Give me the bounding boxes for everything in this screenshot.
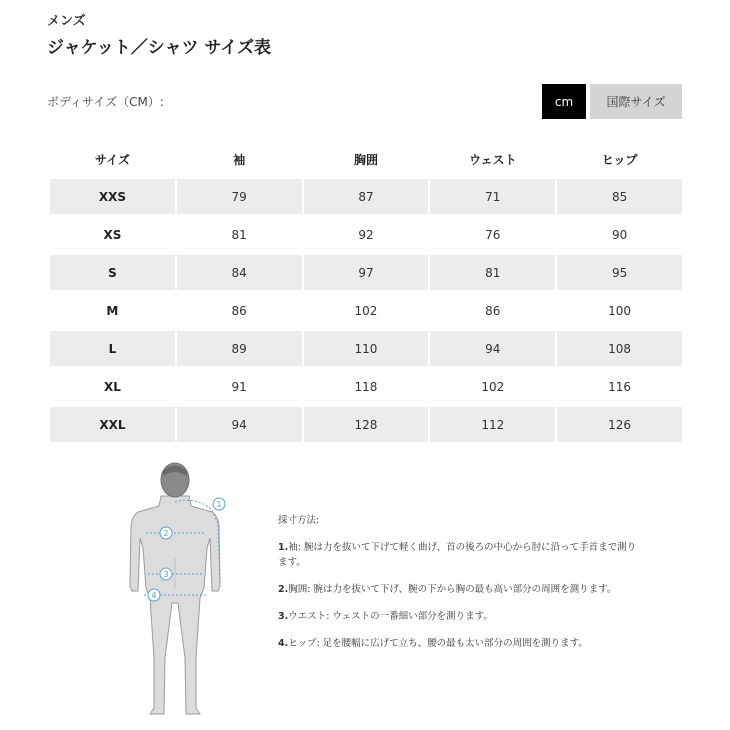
header-waist: ウェスト — [469, 152, 517, 167]
unit-label: ボディサイズ（CM）: — [47, 95, 164, 109]
table-row — [50, 179, 682, 214]
waist-cell: 76 — [485, 227, 501, 242]
hip-cell: 126 — [557, 407, 682, 442]
waist-cell: 81 — [430, 255, 555, 290]
hip-cell: 90 — [611, 227, 628, 242]
hip-cell: 85 — [557, 179, 682, 214]
instruction-number: 4. — [278, 638, 289, 649]
header-hip: ヒップ — [601, 152, 638, 167]
instruction-hip — [278, 636, 638, 651]
chest-cell: 110 — [304, 331, 429, 366]
header-chest: 胸囲 — [353, 152, 378, 167]
instruction-sleeve — [278, 540, 638, 570]
instruction-number: 3. — [278, 611, 289, 622]
instruction-chest — [278, 582, 638, 597]
sleeve-cell: 79 — [177, 179, 302, 214]
chest-cell: 102 — [354, 303, 378, 318]
size-cell: L — [50, 331, 175, 366]
chest-cell: 97 — [304, 255, 429, 290]
page-title: ジャケット／シャツ サイズ表 — [47, 38, 272, 58]
header-sleeve: 袖 — [233, 152, 246, 167]
instruction-text: ヒップ: 足を腰幅に広げて立ち、腰の最も太い部分の周囲を測ります。 — [288, 638, 588, 649]
chest-cell: 87 — [304, 179, 429, 214]
hip-cell: 108 — [557, 331, 682, 366]
hip-cell: 116 — [608, 379, 632, 394]
marker-2-label: 2 — [163, 529, 169, 538]
cm-unit-button[interactable]: cm — [542, 84, 586, 119]
size-cell: S — [50, 255, 175, 290]
international-size-button[interactable]: 国際サイズ — [590, 84, 682, 119]
size-table — [48, 139, 684, 445]
hip-cell: 95 — [557, 255, 682, 290]
table-row — [50, 217, 682, 252]
chest-cell: 128 — [304, 407, 429, 442]
instruction-waist — [278, 609, 638, 624]
category-label: メンズ — [47, 14, 86, 29]
instruction-text: ウエスト: ウェストの一番細い部分を測ります。 — [288, 611, 493, 622]
marker-3-label: 3 — [163, 570, 169, 579]
table-row — [50, 407, 682, 442]
table-row — [50, 255, 682, 290]
instruction-text: 袖: 腕は力を抜いて下げて軽く曲げ、首の後ろの中心から肘に沿って手首まで測ります。 — [278, 542, 637, 568]
table-row — [50, 331, 682, 366]
marker-4-label: 4 — [151, 591, 157, 600]
sleeve-cell: 89 — [177, 331, 302, 366]
size-cell: XL — [103, 379, 121, 394]
waist-cell: 102 — [481, 379, 505, 394]
waist-cell: 112 — [430, 407, 555, 442]
table-header-row — [50, 142, 682, 176]
instruction-text: 胸囲: 腕は力を抜いて下げ、腕の下から胸の最も高い部分の周囲を測ります。 — [288, 584, 617, 595]
body-measurement-figure — [108, 458, 242, 722]
instructions-heading: 採寸方法: — [278, 515, 320, 526]
waist-cell: 94 — [430, 331, 555, 366]
instruction-number: 2. — [278, 584, 289, 595]
hip-cell: 100 — [608, 303, 632, 318]
size-cell: XS — [103, 227, 122, 242]
body-silhouette — [130, 463, 220, 714]
header-size: サイズ — [94, 152, 130, 167]
sleeve-cell: 91 — [231, 379, 247, 394]
sleeve-cell: 81 — [231, 227, 247, 242]
chest-cell: 118 — [354, 379, 378, 394]
waist-cell: 71 — [430, 179, 555, 214]
size-cell: M — [106, 303, 119, 318]
sleeve-cell: 86 — [231, 303, 247, 318]
size-cell: XXL — [50, 407, 175, 442]
measurement-instructions — [278, 513, 638, 663]
marker-1-label: 1 — [216, 500, 222, 509]
table-row — [50, 369, 682, 404]
waist-cell: 86 — [485, 303, 501, 318]
size-cell: XXS — [50, 179, 175, 214]
instruction-number: 1. — [278, 542, 289, 553]
sleeve-cell: 84 — [177, 255, 302, 290]
table-row — [50, 293, 682, 328]
chest-cell: 92 — [358, 227, 374, 242]
sleeve-cell: 94 — [177, 407, 302, 442]
